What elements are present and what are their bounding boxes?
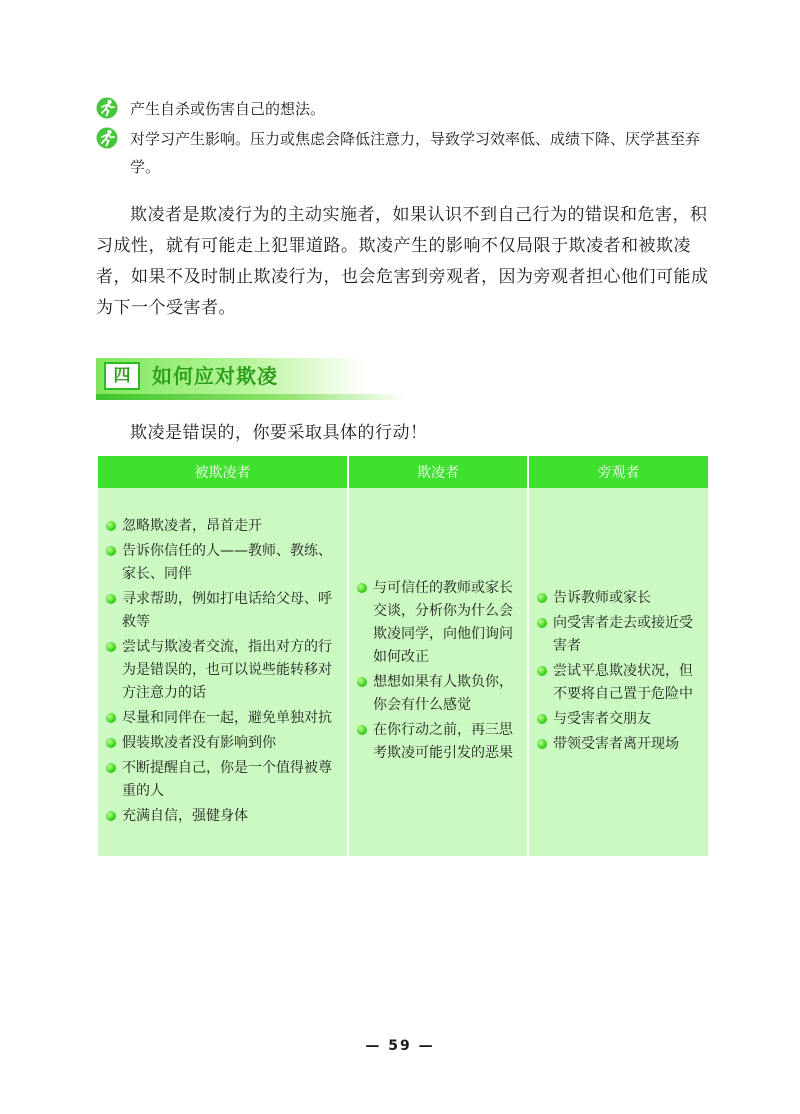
response-table xyxy=(98,456,708,856)
green-dot-icon xyxy=(537,593,547,603)
list-item: 假装欺凌者没有影响到你 xyxy=(106,732,339,755)
section-title: 如何应对欺凌 xyxy=(152,364,278,388)
list-item: 向受害者走去或接近受害者 xyxy=(537,612,700,658)
list-item: 与可信任的教师或家长交谈，分析你为什么会欺凌同学，向他们询问如何改正 xyxy=(357,577,519,669)
green-dot-icon xyxy=(106,546,116,556)
intro-sentence: 欺凌是错误的，你要采取具体的行动！ xyxy=(130,423,428,443)
list-item: 与受害者交朋友 xyxy=(537,708,700,731)
page-number: — 59 — xyxy=(365,1038,435,1054)
list-item: 充满自信，强健身体 xyxy=(106,805,339,828)
green-dot-icon xyxy=(106,642,116,652)
green-dot-icon xyxy=(537,666,547,676)
green-dot-icon xyxy=(106,763,116,773)
bully-cell xyxy=(348,488,528,856)
bullet-item xyxy=(96,125,716,181)
green-dot-icon xyxy=(537,618,547,628)
list-item: 尝试与欺凌者交流，指出对方的行为是错误的，也可以说些能转移对方注意力的话 xyxy=(106,636,339,705)
bullet-item xyxy=(96,95,716,123)
green-dot-icon xyxy=(537,739,547,749)
list-item: 尝试平息欺凌状况，但不要将自己置于危险中 xyxy=(537,660,700,706)
green-dot-icon xyxy=(106,811,116,821)
green-dot-icon xyxy=(106,713,116,723)
list-item: 告诉你信任的人——教师、教练、家长、同伴 xyxy=(106,540,339,586)
table-header-row xyxy=(98,456,708,488)
green-dot-icon xyxy=(357,583,367,593)
list-item: 在你行动之前，再三思考欺凌可能引发的恶果 xyxy=(357,719,519,765)
header-victim: 被欺凌者 xyxy=(98,456,348,488)
bystander-cell xyxy=(528,488,708,856)
green-dot-icon xyxy=(106,738,116,748)
green-dot-icon xyxy=(357,725,367,735)
section-heading xyxy=(96,358,408,404)
runner-icon xyxy=(96,127,118,149)
bullet-list xyxy=(96,95,716,183)
runner-icon xyxy=(96,97,118,119)
list-item: 尽量和同伴在一起，避免单独对抗 xyxy=(106,707,339,730)
green-dot-icon xyxy=(106,594,116,604)
list-item: 告诉教师或家长 xyxy=(537,587,700,610)
header-bully: 欺凌者 xyxy=(348,456,528,488)
list-item: 忽略欺凌者，昂首走开 xyxy=(106,515,339,538)
green-dot-icon xyxy=(106,521,116,531)
table-row xyxy=(98,488,708,856)
bystander-list xyxy=(537,587,700,756)
heading-underline xyxy=(96,394,408,400)
section-number: 四 xyxy=(104,362,140,390)
bullet-text: 产生自杀或伤害自己的想法。 xyxy=(130,100,326,118)
list-item: 想想如果有人欺负你，你会有什么感觉 xyxy=(357,671,519,717)
bully-list xyxy=(357,577,519,765)
list-item: 寻求帮助，例如打电话给父母、呼救等 xyxy=(106,588,339,634)
green-dot-icon xyxy=(357,677,367,687)
header-bystander: 旁观者 xyxy=(528,456,708,488)
list-item: 不断提醒自己，你是一个值得被尊重的人 xyxy=(106,757,339,803)
list-item: 带领受害者离开现场 xyxy=(537,733,700,756)
body-paragraph: 欺凌者是欺凌行为的主动实施者，如果认识不到自己行为的错误和危害，积习成性，就有可能走上犯罪道路。欺凌产生的影响不仅局限于欺凌者和被欺凌者，如果不及时制止欺凌行为，也会危害到旁观者，因为旁观者担心他们可能成为下一个受害者。 xyxy=(96,205,709,318)
bullet-text: 对学习产生影响。压力或焦虑会降低注意力，导致学习效率低、成绩下降、厌学甚至弃学。 xyxy=(130,130,701,176)
victim-list xyxy=(106,515,339,828)
green-dot-icon xyxy=(537,714,547,724)
victim-cell xyxy=(98,488,348,856)
